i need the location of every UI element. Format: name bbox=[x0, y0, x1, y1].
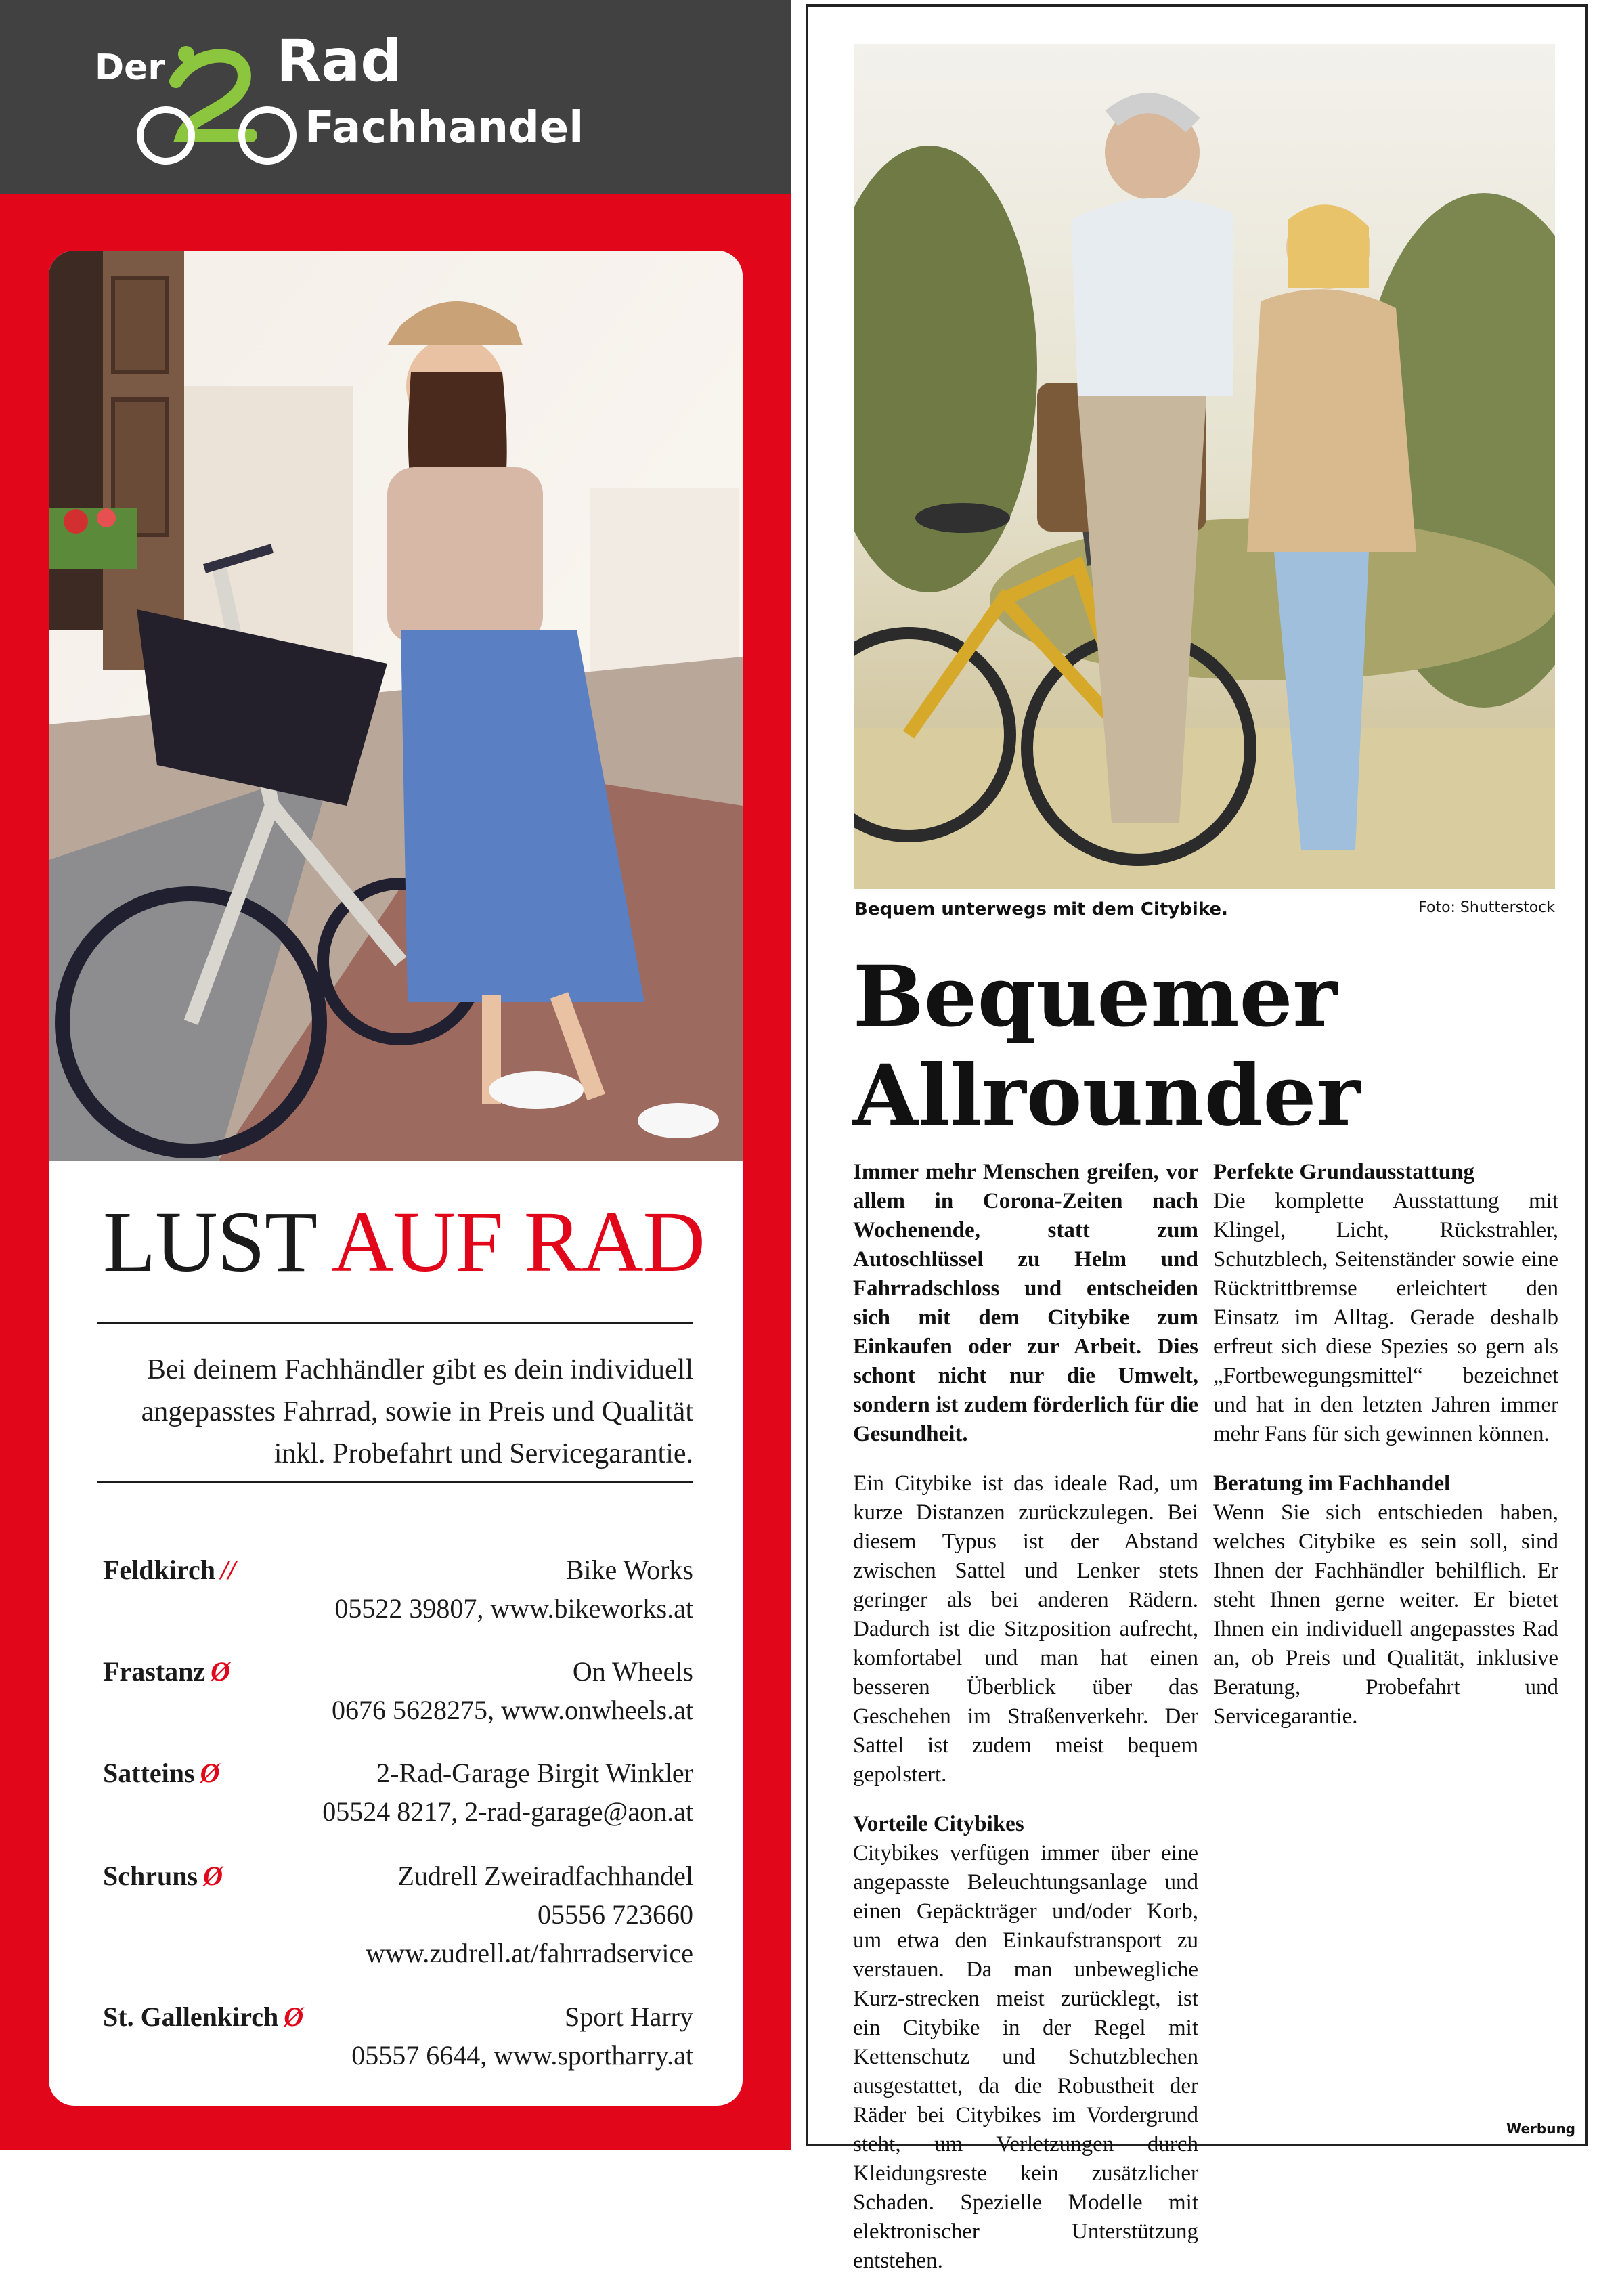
dealer-phone[interactable]: 05556 723660 bbox=[538, 1899, 693, 1930]
dealer-city: St. Gallenkirch Ø bbox=[103, 2001, 304, 2032]
ad-headline bbox=[103, 1194, 712, 1290]
dealer-name: 2-Rad-Garage Birgit Winkler bbox=[376, 1758, 693, 1788]
location-pin-icon: // bbox=[220, 1555, 236, 1585]
dealer-name: Bike Works bbox=[565, 1555, 693, 1585]
couple-with-citybike-photo bbox=[854, 44, 1555, 889]
advertising-label: Werbung bbox=[1506, 2121, 1575, 2137]
location-pin-icon: Ø bbox=[200, 1758, 220, 1788]
dealer-details bbox=[334, 1551, 693, 1628]
dealer-contact[interactable]: 0676 5628275, www.onwheels.at bbox=[331, 1695, 693, 1725]
dealer-name: On Wheels bbox=[572, 1656, 693, 1687]
article-lead: Immer mehr Menschen greifen, vor allem in Corona-Zeiten nach Wochenende, statt zum Autoschlüssel zu Helm und Fahrradschloss und entscheiden sich mit dem Citybike zum Einkaufen oder zur Arbeit. Dies schont nicht nur die Umwelt, sondern ist zudem förderlich für die Gesundheit. bbox=[853, 1160, 1198, 1446]
title-line-2: Allrounder bbox=[853, 1047, 1361, 1145]
advertisement-panel bbox=[0, 0, 791, 2150]
article-paragraph: Die komplette Ausstattung mit Klingel, Licht, Rückstrahler, Schutzblech, Seitenständer sowie eine Rücktrittbremse erleichtert den Einsatz im Alltag. Gerade deshalb erfreut sich diese Spezies so gern als „Fortbewegungsmittel“ bezeichnet und hat in den letzten Jahren immer mehr Fans für sich gewinnen können. bbox=[1213, 1189, 1558, 1446]
dealer-city: Frastanz Ø bbox=[103, 1656, 230, 1687]
article-column-right bbox=[1213, 1158, 1558, 1752]
subheading: Vorteile Citybikes bbox=[853, 1812, 1024, 1836]
photo-credit: Foto: Shutterstock bbox=[1418, 899, 1555, 916]
dealer-city: Feldkirch // bbox=[103, 1555, 236, 1585]
dealer-details bbox=[351, 1997, 693, 2075]
logo-fachhandel-text: Fachhandel bbox=[305, 103, 584, 153]
article-paragraph: Wenn Sie sich entschieden haben, welches Citybike es sein soll, sind Ihnen der Fachhändler behilflich. Er steht Ihnen gerne weiter. Er bietet Ihnen ein individuell angepasstes Rad an, ob Preis und Qualität, inklusive Beratung, Probefahrt und Servicegarantie. bbox=[1213, 1500, 1558, 1729]
article-panel bbox=[806, 4, 1588, 2273]
dealer-name: Zudrell Zweiradfachhandel bbox=[397, 1861, 693, 1891]
subheading: Perfekte Grundausstattung bbox=[1213, 1160, 1474, 1184]
location-pin-icon: Ø bbox=[211, 1656, 230, 1687]
ad-intro-text: Bei deinem Fachhändler gibt es dein individuell angepasstes Fahrrad, sowie in Preis und Qualität inkl. Probefahrt und Servicegarantie. bbox=[141, 1354, 693, 1469]
dealer-contact[interactable]: 05557 6644, www.sportharry.at bbox=[351, 2040, 693, 2071]
article-column-left bbox=[853, 1158, 1198, 2296]
dealer-name: Sport Harry bbox=[565, 2001, 693, 2032]
logo-der-text: Der bbox=[95, 47, 166, 88]
article-paragraph: Citybikes verfügen immer über eine angepasste Beleuchtungsanlage und einen Gepäckträger und/oder Korb, um etwa den Einkaufstransport zu verstauen. Da man unbewegliche Kurz-strecken meist zurücklegt, ist ein Citybike in der Regel mit Kettenschutz und Schutzblechen ausgestattet, da die Robustheit der Räder bei Citybikes im Vordergrund steht, um Verletzungen durch Kleidungsreste kein zusätzlicher Schaden. Spezielle Modelle mit elektronischer Unterstützung entstehen. bbox=[853, 1841, 1198, 2273]
woman-with-bicycle-photo bbox=[49, 251, 743, 1161]
caption-text: Bequem unterwegs mit dem Citybike. bbox=[854, 899, 1228, 919]
headline-black-part: LUST bbox=[103, 1194, 315, 1290]
dealer-details bbox=[366, 1857, 693, 1972]
dealer-contact[interactable]: 05522 39807, www.bikeworks.at bbox=[334, 1593, 693, 1624]
title-line-1: Bequemer bbox=[853, 948, 1337, 1046]
bicycle-logo-icon bbox=[135, 34, 298, 169]
dealer-website-link[interactable]: www.zudrell.at/fahrradservice bbox=[366, 1938, 693, 1968]
rad-fachhandel-logo bbox=[95, 27, 582, 169]
ad-header bbox=[0, 0, 791, 194]
location-pin-icon: Ø bbox=[203, 1861, 223, 1891]
ad-card bbox=[49, 251, 743, 2106]
divider-bottom bbox=[97, 1481, 693, 1483]
divider-top bbox=[97, 1322, 693, 1324]
dealer-details bbox=[332, 1652, 693, 1729]
dealer-details bbox=[322, 1754, 693, 1831]
logo-rad-text: Rad bbox=[276, 27, 402, 95]
headline-red-part: AUF RAD bbox=[331, 1194, 705, 1290]
photo-caption bbox=[854, 899, 1555, 919]
dealer-city: Satteins Ø bbox=[103, 1758, 220, 1788]
location-pin-icon: Ø bbox=[284, 2001, 304, 2032]
article-title bbox=[853, 948, 1557, 1146]
subheading: Beratung im Fachhandel bbox=[1213, 1471, 1451, 1496]
dealer-contact[interactable]: 05524 8217, 2-rad-garage@aon.at bbox=[322, 1796, 693, 1827]
dealer-city: Schruns Ø bbox=[103, 1861, 223, 1891]
article-paragraph: Ein Citybike ist das ideale Rad, um kurze Distanzen zurückzulegen. Bei diesem Typus ist der Abstand zwischen Sattel und Lenker stets geringer als bei anderen Rädern. Dadurch ist die Sitzposition aufrecht, komfortabel und man hat einen besseren Überblick über das Geschehen im Straßenverkehr. Der Sattel ist zudem meist bequem gepolstert. bbox=[853, 1471, 1198, 1787]
